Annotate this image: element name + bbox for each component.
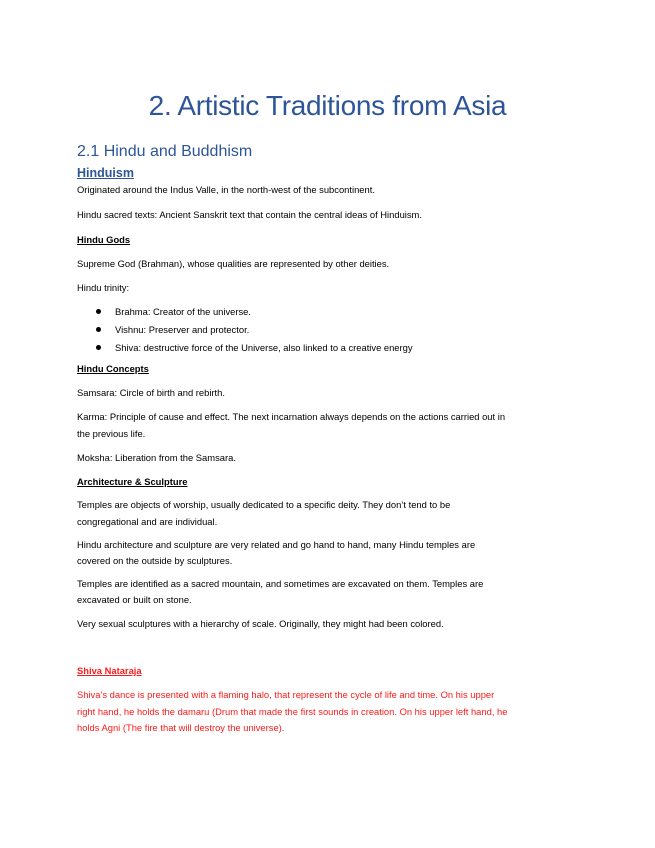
hinduism-heading: Hinduism [77, 166, 134, 180]
list-item [77, 303, 413, 321]
shiva-text-line3: holds Agni (The fire that will destroy the universe). [77, 722, 285, 733]
architecture-p4: Very sexual sculptures with a hierarchy of scale. Originally, they might had been colored. [77, 618, 444, 629]
bullet-icon [96, 327, 101, 332]
bullet-icon [96, 309, 101, 314]
hinduism-origin-text: Originated around the Indus Valle, in the north-west of the subcontinent. [77, 184, 375, 195]
architecture-p3-line1: Temples are identified as a sacred mountain, and sometimes are excavated on them. Temples are [77, 578, 484, 589]
trinity-item-vishnu: Vishnu: Preserver and protector. [115, 324, 250, 335]
hinduism-texts-text: Hindu sacred texts: Ancient Sanskrit text that contain the central ideas of Hinduism. [77, 209, 422, 220]
architecture-p2-line1: Hindu architecture and sculpture are very related and go hand to hand, many Hindu temples are [77, 539, 476, 550]
trinity-list [77, 303, 413, 357]
moksha-text: Moksha: Liberation from the Samsara. [77, 452, 236, 463]
hindu-concepts-heading: Hindu Concepts [77, 363, 149, 374]
hindu-gods-heading: Hindu Gods [77, 234, 131, 245]
samsara-text: Samsara: Circle of birth and rebirth. [77, 387, 225, 398]
architecture-heading: Architecture & Sculpture [77, 476, 188, 487]
shiva-text-line2: right hand, he holds the damaru (Drum that made the first sounds in creation. On his upper left hand, he [77, 706, 508, 717]
karma-text-line2: the previous life. [77, 428, 146, 439]
architecture-p2-line2: covered on the outside by sculptures. [77, 555, 233, 566]
trinity-item-shiva: Shiva: destructive force of the Universe, also linked to a creative energy [115, 342, 413, 353]
architecture-p1-line2: congregational and are individual. [77, 516, 218, 527]
trinity-item-brahma: Brahma: Creator of the universe. [115, 306, 252, 317]
supreme-god-text: Supreme God (Brahman), whose qualities are represented by other deities. [77, 258, 390, 269]
list-item [77, 339, 413, 357]
document-title: 2. Artistic Traditions from Asia [148, 90, 507, 121]
architecture-p1-line1: Temples are objects of worship, usually dedicated to a specific deity. They don’t tend to be [77, 499, 451, 510]
section-heading: 2.1 Hindu and Buddhism [77, 143, 253, 160]
shiva-text-line1: Shiva’s dance is presented with a flaming halo, that represent the cycle of life and time. On his upper [77, 689, 495, 700]
shiva-nataraja-heading: Shiva Nataraja [77, 665, 142, 676]
bullet-icon [96, 345, 101, 350]
trinity-label: Hindu trinity: [77, 282, 130, 293]
karma-text-line1: Karma: Principle of cause and effect. The next incarnation always depends on the actions carried out in [77, 411, 506, 422]
architecture-p3-line2: excavated or built on stone. [77, 594, 192, 605]
list-item [77, 321, 413, 339]
